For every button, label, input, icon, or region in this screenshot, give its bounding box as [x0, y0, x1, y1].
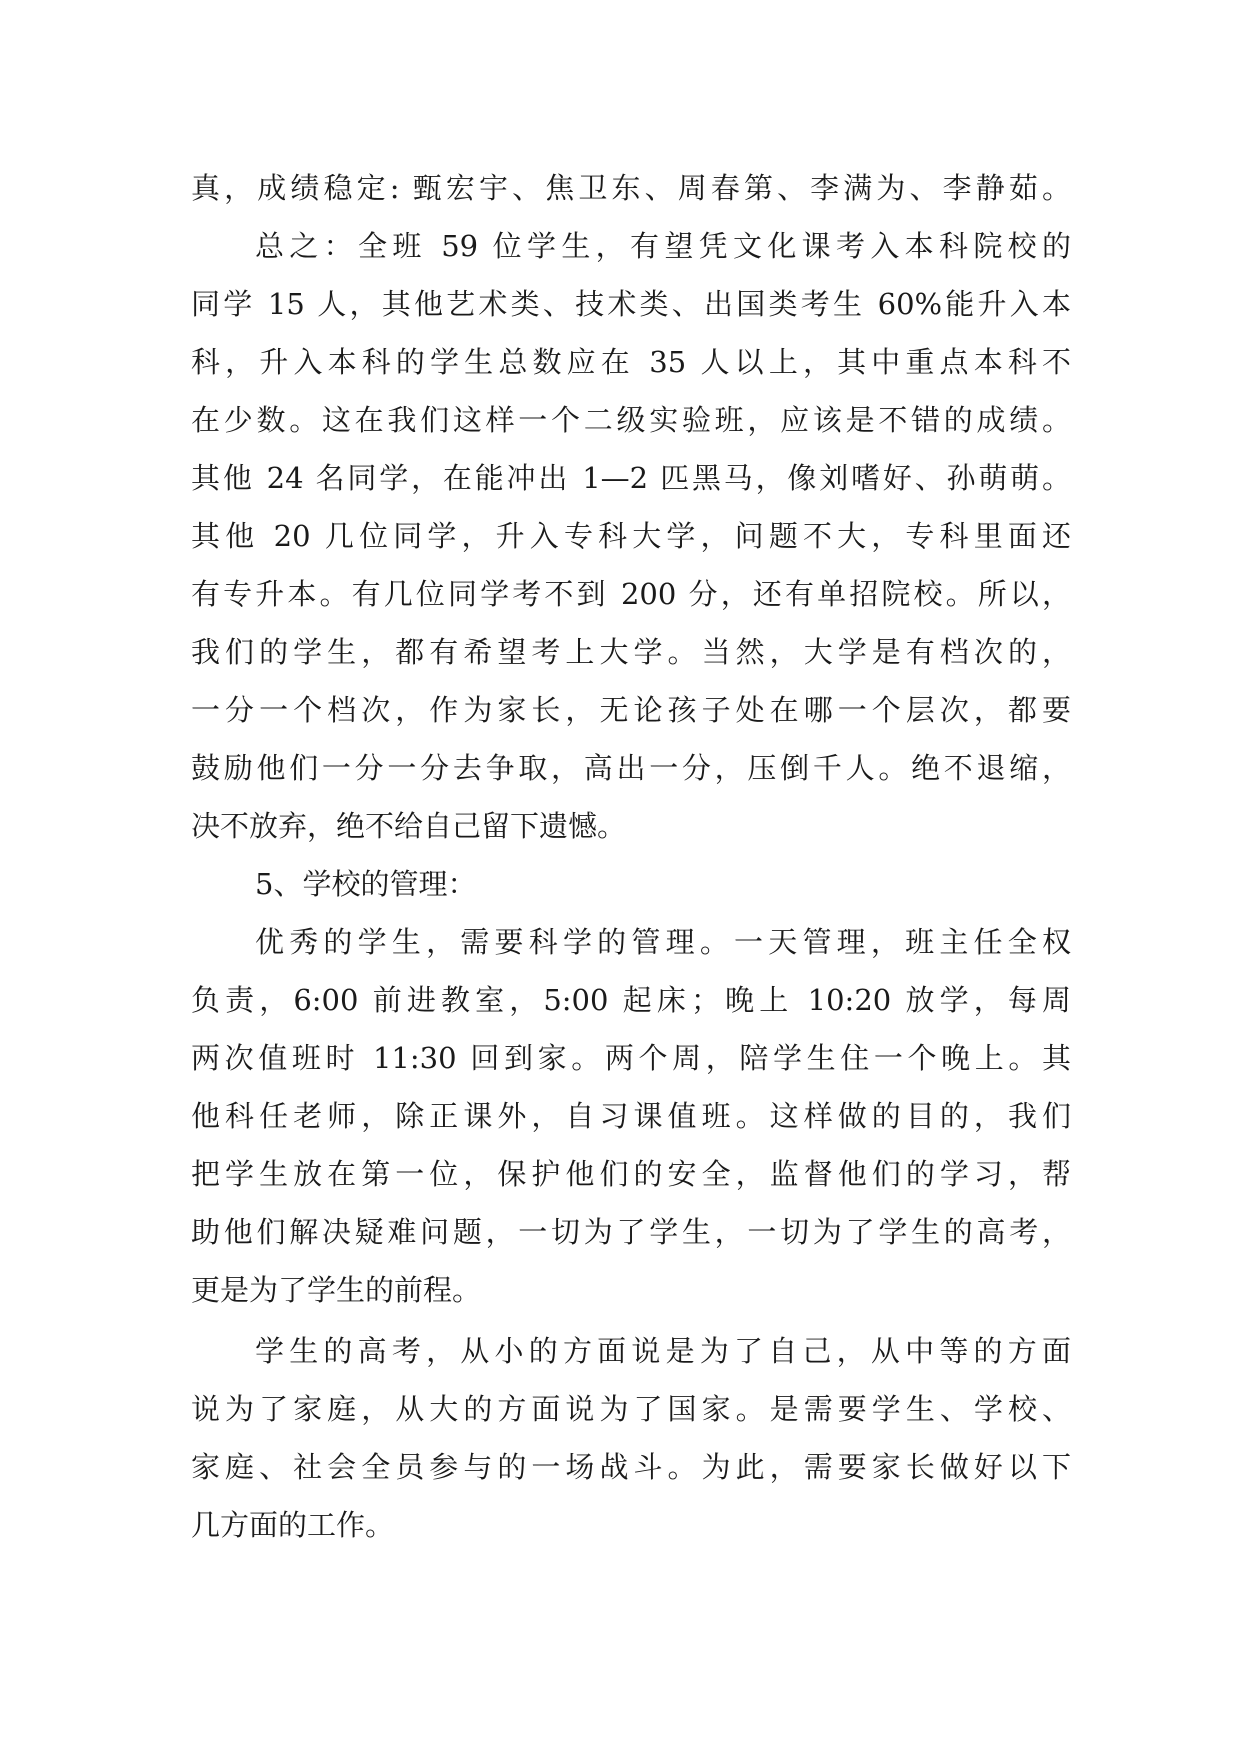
section-heading: 5、学校的管理： — [255, 867, 477, 901]
paragraph-start-line: 总之：全班 59 位学生，有望凭文化课考入本科院校的 — [255, 229, 1071, 263]
text-line: 我们的学生，都有希望考上大学。当然，大学是有档次的， — [191, 635, 1071, 669]
text-line: 有专升本。有几位同学考不到 200 分，还有单招院校。所以， — [191, 577, 1071, 611]
text-line: 把学生放在第一位，保护他们的安全，监督他们的学习，帮 — [191, 1157, 1071, 1191]
text-line: 科，升入本科的学生总数应在 35 人以上，其中重点本科不 — [191, 345, 1071, 379]
text-line: 同学 15 人，其他艺术类、技术类、出国类考生 60%能升入本 — [191, 287, 1071, 321]
document-body — [191, 159, 1071, 1554]
text-line: 负责，6:00 前进教室，5:00 起床；晚上 10:20 放学，每周 — [191, 983, 1071, 1017]
text-line: 鼓励他们一分一分去争取，高出一分，压倒千人。绝不退缩， — [191, 751, 1071, 785]
text-line: 其他 24 名同学，在能冲出 1—2 匹黑马，像刘嗜好、孙萌萌。 — [191, 461, 1071, 495]
paragraph-end-line: 更是为了学生的前程。 — [191, 1273, 482, 1307]
text-line: 一分一个档次，作为家长，无论孩子处在哪一个层次，都要 — [191, 693, 1071, 727]
text-line: 其他 20 几位同学，升入专科大学，问题不大，专科里面还 — [191, 519, 1071, 553]
text-line: 他科任老师，除正课外，自习课值班。这样做的目的，我们 — [191, 1099, 1071, 1133]
paragraph-end-line: 决不放弃，绝不给自己留下遗憾。 — [191, 809, 627, 843]
text-line: 家庭、社会全员参与的一场战斗。为此，需要家长做好以下 — [191, 1450, 1071, 1484]
text-line: 说为了家庭，从大的方面说为了国家。是需要学生、学校、 — [191, 1392, 1071, 1426]
paragraph-start-line: 学生的高考，从小的方面说是为了自己，从中等的方面 — [255, 1334, 1071, 1368]
text-line: 助他们解决疑难问题，一切为了学生，一切为了学生的高考， — [191, 1215, 1071, 1249]
paragraph-start-line: 优秀的学生，需要科学的管理。一天管理，班主任全权 — [255, 925, 1071, 959]
text-line: 在少数。这在我们这样一个二级实验班，应该是不错的成绩。 — [191, 403, 1071, 437]
paragraph-end-line: 几方面的工作。 — [191, 1508, 395, 1542]
text-line: 两次值班时 11:30 回到家。两个周，陪学生住一个晚上。其 — [191, 1041, 1071, 1075]
text-line: 真，成绩稳定: 甄宏宇、焦卫东、周春第、李满为、李静茹。 — [191, 171, 1071, 205]
